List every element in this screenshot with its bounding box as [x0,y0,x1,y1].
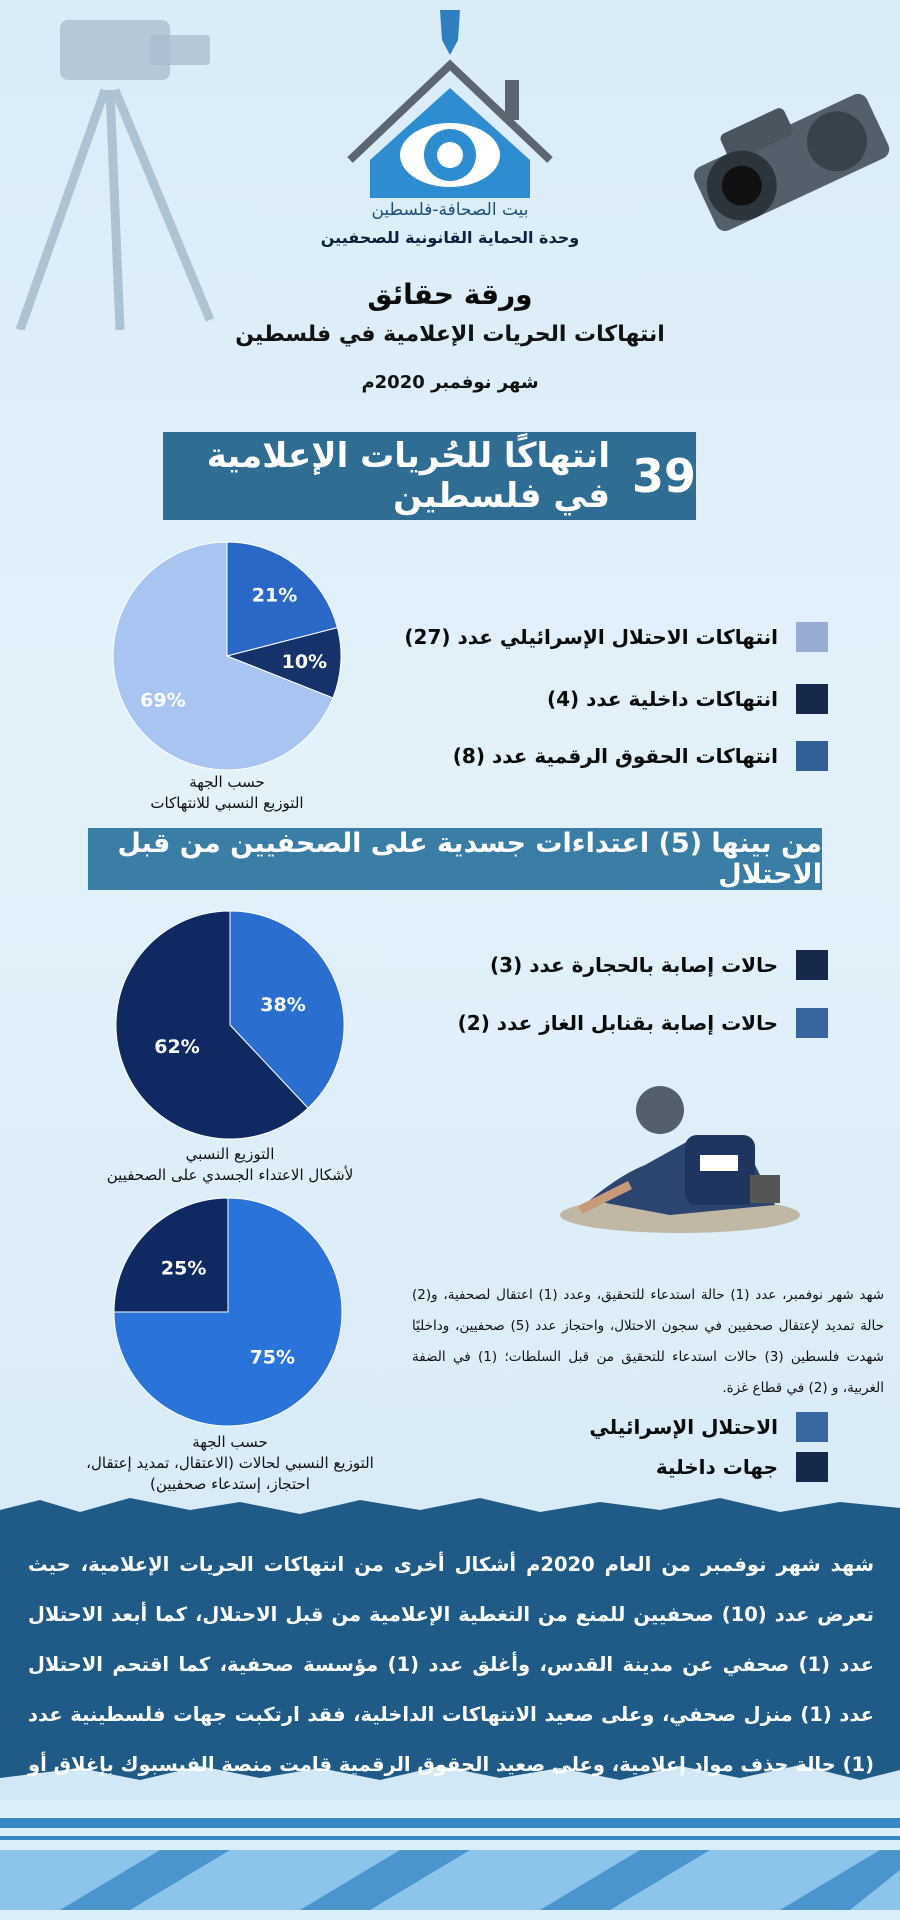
legend3-swatch-1 [796,1452,828,1482]
report-month: شهر نوفمبر 2020م [361,372,539,393]
org-unit: وحدة الحماية القانونية للصحفيين [320,228,580,247]
legend1-item-digital [453,741,828,771]
pie-chart-physical-assault [115,910,345,1140]
page-title: ورقة حقائق [367,278,533,311]
detention-paragraph: شهد شهر نوفمبر، عدد (1) حالة استدعاء للتحقيق، وعدد (1) اعتقال لصحفية، و(2) حالة تمديد لإعتقال صحفيين في سجون الاحتلال، واحتجاز عدد (5) صحفيين، وداخليًا شهدت فلسطين (3) حالات استدعاء للتحقيق من قبل السلطات؛ (1) في الضفة الغربية، و (2) في قطاع غزة. [412,1287,885,1396]
pie2-caption-line1: التوزيع النسبي [185,1145,275,1163]
legend1-item-internal [547,684,828,714]
pie-slice-label-1: 10% [281,650,328,673]
pie-slice-label-1: 62% [154,1035,200,1058]
physical-assault-banner: من بينها (5) اعتداءات جسدية على الصحفيين من قبل الاحتلال [88,828,822,890]
pie1-caption-line1: حسب الجهة [189,773,265,791]
pie-slice-label-2: 69% [140,689,186,712]
pie3-caption-line3: احتجاز، إستدعاء صحفيين) [150,1475,310,1493]
camera-illustration [675,80,900,240]
legend1-item-occupation [404,622,828,652]
legend1-label-2: انتهاكات الحقوق الرقمية عدد (8) [452,744,778,768]
pie-slice-label-0: 38% [260,994,306,1017]
legend1-swatch-0 [796,622,828,652]
footer-stripes [0,1800,900,1920]
org-name: بيت الصحافة-فلسطين [371,200,529,220]
pie3-caption-line2: التوزيع النسبي لحالات (الاعتقال، تمديد إعتقال، [86,1454,374,1472]
pie1-caption [82,772,372,814]
legend2-label-0: حالات إصابة بالحجارة عدد (3) [490,953,778,977]
pie2-caption [75,1144,385,1186]
pie2-caption-line2: لأشكال الاعتداء الجسدي على الصحفيين [106,1166,354,1184]
tripod-illustration [0,0,230,330]
legend2-item-gas [458,1008,828,1038]
pie1-caption-line2: التوزيع النسبي للانتهاكات [150,794,304,812]
total-count: 39 [631,449,696,503]
legend3-label-0: الاحتلال الإسرائيلي [589,1415,778,1439]
pie-chart-detentions [113,1197,343,1427]
pie-chart-violations [112,541,342,771]
legend3-item-occupation [589,1412,828,1442]
legend3-swatch-0 [796,1412,828,1442]
page-subtitle: انتهاكات الحريات الإعلامية في فلسطين [235,322,665,347]
pie-slice-label-1: 25% [160,1257,207,1280]
legend2-swatch-0 [796,950,828,980]
other-violations-paragraph: شهد شهر نوفمبر من العام 2020م أشكال أخرى من انتهاكات الحريات الإعلامية، حيث تعرض عدد (10) صحفيين للمنع من التغطية الإعلامية من قبل الاحتلال، كما أبعد الاحتلال عدد (1) صحفي عن مدينة القدس، وأغلق عدد (1) مؤسسة صحفية، كما اقتحم الاحتلال عدد (1) منزل صحفي، وعلى صعيد الانتهاكات الداخلية، فقد ارتكبت جهات فلسطينية عدد (1) حالة حذف مواد إعلامية، وعلى صعيد الحقوق الرقمية قامت منصة الفيسبوك بإغلاق أو [28,1553,875,1776]
pie3-caption-line1: حسب الجهة [192,1433,268,1451]
legend3-label-1: جهات داخلية [655,1455,778,1479]
legend2-label-1: حالات إصابة بقنابل الغاز عدد (2) [457,1011,778,1035]
legend1-label-0: انتهاكات الاحتلال الإسرائيلي عدد (27) [404,625,778,649]
legend1-label-1: انتهاكات داخلية عدد (4) [546,687,778,711]
total-banner-text: انتهاكًا للحُريات الإعلامية في فلسطين [206,436,610,516]
legend2-swatch-1 [796,1008,828,1038]
total-banner [163,432,696,520]
journalist-illustration [550,1065,810,1235]
legend1-swatch-1 [796,684,828,714]
pie-slice-label-0: 21% [251,584,298,607]
pie-slice-label-0: 75% [249,1346,296,1369]
legend3-item-internal [656,1452,828,1482]
legend2-item-stones [490,950,828,980]
pie-slice-1 [114,1198,228,1312]
legend1-swatch-2 [796,741,828,771]
